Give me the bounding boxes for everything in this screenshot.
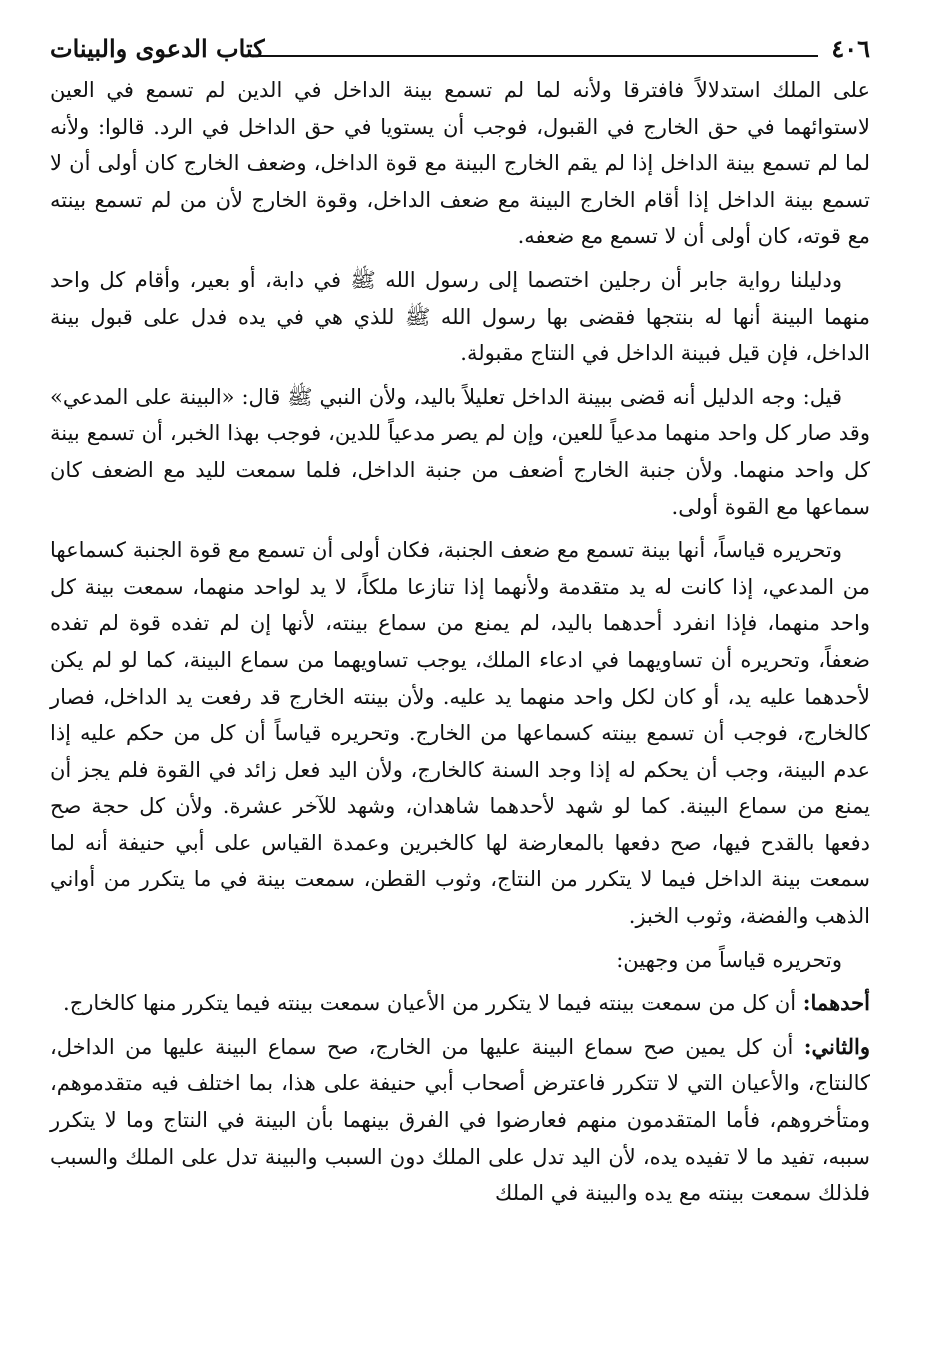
paragraph: [50, 532, 870, 935]
paragraph-text: وتحريره قياساً من وجهين:: [616, 947, 842, 972]
paragraph: [50, 1029, 870, 1212]
paragraph-text: على الملك استدلالاً فافترقا ولأنه لما لم تسمع بينة الداخل في الدين لم تسمع في العين لاستوائهما في حق الخارج في القبول، فوجب أن يستويا في حق الداخل في الرد. قالوا: ولأنه لما لم تسمع بينة الداخل إذا لم يقم الخارج البينة مع قوة الداخل، وضعف الخارج كان أولى أن لا تسمع بينة الداخل إذا أقام الخارج البينة مع ضعف الداخل، وقوة الخارج لأن من لم تسمع بينته مع قوته، كان أولى أن لا تسمع مع ضعفه.: [50, 78, 870, 249]
page-header: [50, 28, 870, 70]
paragraph-text: أن كل من سمعت بينته فيما لا يتكرر من الأعيان سمعت بينته فيما يتكرر منها كالخارج.: [63, 991, 797, 1016]
header-rule: [250, 55, 818, 57]
paragraph: [50, 72, 870, 255]
paragraph: [50, 379, 870, 525]
paragraph-lead: أحدهما:: [802, 990, 870, 1016]
paragraph: [50, 262, 870, 372]
paragraph-lead: والثاني:: [803, 1033, 870, 1059]
paragraph: [50, 942, 870, 979]
paragraph-text: ودليلنا رواية جابر أن رجلين اختصما إلى رسول الله ﷺ في دابة، أو بعير، وأقام كل واحد منهما البينة أنها له بنتجها فقضى بها رسول الله ﷺ للذي هي في يده فدل على قبول بينة الداخل، فإن قيل فبينة الداخل في النتاج مقبولة.: [50, 267, 870, 366]
running-title: كتاب الدعوى والبينات: [50, 34, 265, 63]
paragraph-text: أن كل يمين صح سماع البينة عليها من الخارج، صح سماع البينة عليها من الداخل، كالنتاج، والأعيان التي لا تتكرر فاعترض أصحاب أبي حنيفة على هذا، بما اختلف فيه متقدموهم، ومتأخروهم، فأما المتقدمون منهم فعارضوا في الفرق بينهما بأن البينة في النتاج وما لا يتكرر سببه، تفيد ما لا تفيده يده، لأن اليد تدل على الملك دون السبب والبينة تدل على الملك والسبب فلذلك سمعت بينته مع يده والبينة في الملك: [50, 1034, 870, 1206]
page-body: [50, 72, 870, 1212]
page-number: ٤٠٦: [831, 34, 870, 63]
book-page: [50, 28, 870, 1212]
paragraph: [50, 985, 870, 1022]
paragraph-text: وتحريره قياساً، أنها بينة تسمع مع ضعف الجنبة، فكان أولى أن تسمع مع قوة الجنبة كسماعها من المدعي، إذا كانت له يد متقدمة ولأنهما إذا تنازعا ملكاً، لا يد لواحد منهما، سمعت بينة كل واحد منهما، فإذا انفرد أحدهما باليد، لم يمنع من سماع بينته، لأنها إن لم تفده قوة لم تفده ضعفاً، وتحريره أن تساويهما في ادعاء الملك، يوجب تساويهما من سماع البينة، كما لو لم يكن لأحدهما عليه يد، أو كان لكل واحد منهما يد عليه. ولأن بينته الخارج قد رفعت يد الداخل، فصار كالخارج، فوجب أن تسمع بينته كسماعها من الخارج. وتحريره قياساً أن كل من حكم عليه إذا عدم البينة، وجب أن يحكم له إذا وجد السنة كالخارج، ولأن اليد فعل زائد في القوة فلم يجز أن يمنع من سماع البينة. كما لو شهد لأحدهما شاهدان، وشهد للآخر عشرة. ولأن كل حجة صح دفعها بالقدح فيها، صح دفعها بالمعارضة لها كالخبرين وعمدة القياس على أبي حنيفة أنه لما سمعت بينة الداخل فيما لا يتكرر من النتاج، وثوب القطن، سمعت بينة في ما يتكرر من أواني الذهب والفضة، وثوب الخبز.: [50, 538, 870, 929]
paragraph-text: قيل: وجه الدليل أنه قضى ببينة الداخل تعليلاً باليد، ولأن النبي ﷺ قال: «البينة على المدعي» وقد صار كل واحد منهما مدعياً للعين، وإن لم يصر مدعياً للدين، فوجب بهذا الخبر، أن تسمع بينة كل واحد منهما. ولأن جنبة الخارج أضعف من جنبة الداخل، فلما سمعت لليد مع الضعف كان سماعها مع القوة أولى.: [50, 384, 870, 519]
